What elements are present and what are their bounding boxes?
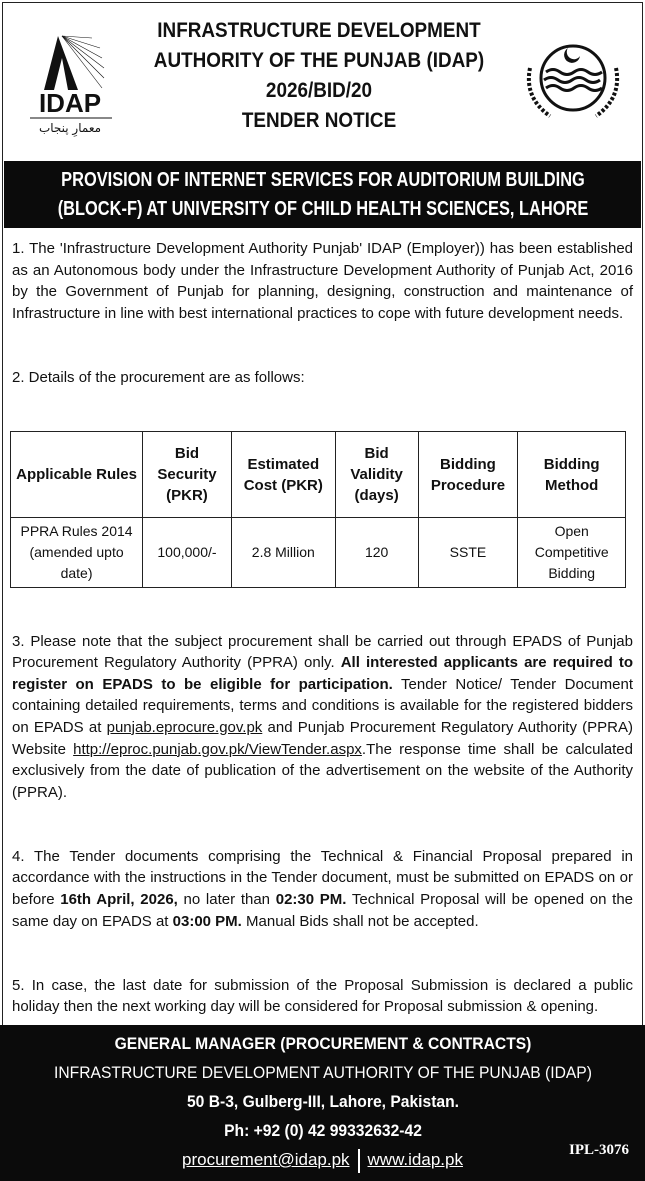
contact-title: GENERAL MANAGER (PROCUREMENT & CONTRACTS) [114, 1034, 531, 1053]
notice-type: TENDER NOTICE [241, 109, 397, 132]
col-applicable-rules: Applicable Rules [11, 432, 143, 518]
contact-footer [0, 1025, 645, 1181]
svg-text:IDAP: IDAP [38, 88, 102, 118]
text: .The response time shall be calculated exclusively from the date of publication of the advertisement on the website of the Authority (PPRA). [12, 740, 633, 801]
cell-bid-security: 100,000/- [143, 518, 232, 588]
deadline-date: 16th April, 2026, [60, 891, 178, 909]
table-header-row [11, 432, 626, 518]
table-row [11, 518, 626, 588]
opening-time: 03:00 PM. [172, 912, 242, 930]
tender-title-line2: (BLOCK-F) AT UNIVERSITY OF CHILD HEALTH SCIENCES, LAHORE [57, 198, 588, 220]
text: Tender Notice/ Tender Document containing detailed requirements, terms and conditions is available for the registered bidders on EPADS at [12, 675, 634, 736]
col-estimated-cost: Estimated Cost (PKR) [231, 432, 335, 518]
authority-name-line2: AUTHORITY OF THE PUNJAB (IDAP) [153, 49, 485, 72]
header [0, 0, 645, 160]
paragraph-5: 5. In case, the last date for submission of the Proposal Submission is declared a public holiday then the next working day will be considered for Proposal submission & opening. [12, 976, 633, 1016]
procurement-details-table [10, 431, 626, 588]
tender-title-banner [4, 161, 641, 228]
idap-logo [22, 28, 118, 138]
text: 3. Please note that the subject procurement shall be carried out through EPADS of Punjab Procurement Regulatory Authority (PPRA) only. [12, 632, 633, 672]
pppra-link[interactable]: http://eproc.punjab.gov.pk/ViewTender.aspx [73, 740, 362, 758]
col-bidding-method: Bidding Method [518, 432, 626, 518]
divider [358, 1149, 360, 1173]
contact-phone: Ph: +92 (0) 42 99332632-42 [223, 1121, 422, 1140]
epads-link[interactable]: punjab.eprocure.gov.pk [106, 718, 263, 736]
website-link[interactable]: www.idap.pk [367, 1150, 463, 1169]
header-title [120, 16, 518, 136]
tender-title-line1: PROVISION OF INTERNET SERVICES FOR AUDITORIUM BUILDING [60, 169, 585, 191]
col-bidding-procedure: Bidding Procedure [418, 432, 518, 518]
cell-bid-validity: 120 [335, 518, 418, 588]
bid-number: 2026/BID/20 [265, 79, 373, 102]
notice-body [12, 238, 633, 1018]
text: no later than [177, 891, 276, 909]
contact-authority: INFRASTRUCTURE DEVELOPMENT AUTHORITY OF THE PUNJAB (IDAP) [53, 1063, 592, 1082]
email-link[interactable]: procurement@idap.pk [182, 1150, 350, 1169]
col-bid-security: Bid Security (PKR) [143, 432, 232, 518]
text: Technical Proposal will be opened on the same day on EPADS at [12, 891, 634, 930]
paragraph-1: 1. The 'Infrastructure Development Authority Punjab' IDAP (Employer)) has been established as an Autonomous body under the Infrastructure Development Authority of Punjab Act, 2016 by the Government of Punjab for planning, designing, construction and maintenance of Infrastructure in line with best international practices to cope with future development needs. [12, 240, 633, 322]
reference-number: IPL-3076 [569, 1142, 629, 1158]
text: and Punjab Procurement Regulatory Authority (PPRA) Website [12, 718, 634, 758]
paragraph-3 [12, 631, 633, 804]
cell-bidding-method: Open Competitive Bidding [518, 518, 626, 588]
deadline-time: 02:30 PM. [275, 891, 347, 909]
punjab-seal [518, 38, 628, 124]
cell-applicable-rules: PPRA Rules 2014 (amended upto date) [11, 518, 143, 588]
text: Manual Bids shall not be accepted. [241, 912, 479, 930]
contact-address: 50 B-3, Gulberg-III, Lahore, Pakistan. [186, 1092, 459, 1111]
paragraph-2: 2. Details of the procurement are as follows: [12, 368, 305, 386]
contact-links [0, 1145, 645, 1174]
text: 4. The Tender documents comprising the Technical & Financial Proposal prepared in accordance with the instructions in the Tender document, must be submitted on EPADS on or before [12, 847, 633, 909]
bold-registration-note: All interested applicants are required to register on EPADS to be eligible for participation. [12, 654, 633, 693]
paragraph-4 [12, 846, 633, 932]
cell-bidding-procedure: SSTE [418, 518, 518, 588]
col-bid-validity: Bid Validity (days) [335, 432, 418, 518]
authority-name-line1: INFRASTRUCTURE DEVELOPMENT [157, 19, 481, 42]
svg-text:معمارِ پنجاب: معمارِ پنجاب [38, 121, 102, 135]
cell-estimated-cost: 2.8 Million [231, 518, 335, 588]
